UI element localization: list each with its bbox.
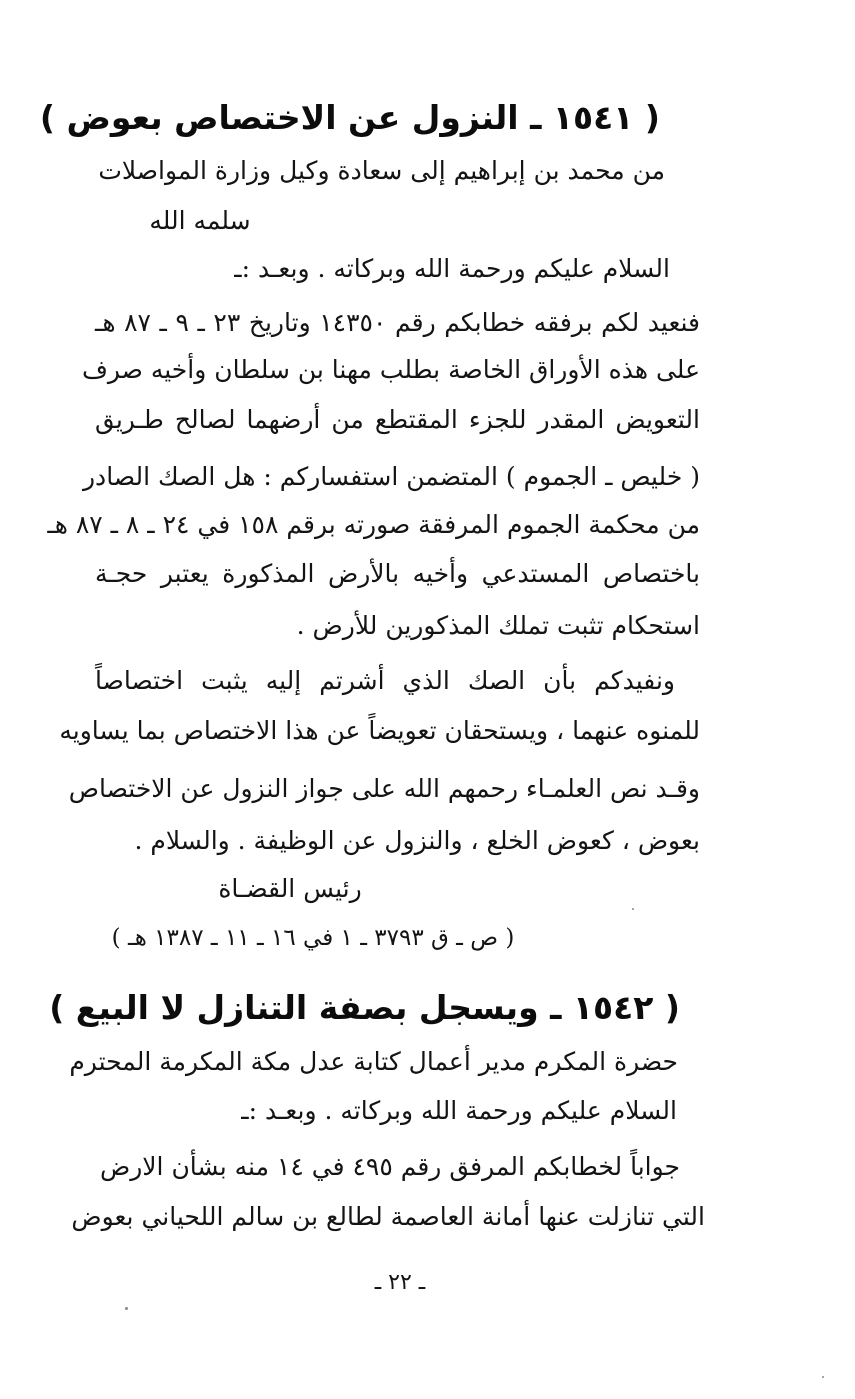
section-1541-body-line-2: على هذه الأوراق الخاصة بطلب مهنا بن سلطان وأخيه صرف (81, 355, 700, 384)
section-1541-greeting: السلام عليكم ورحمة الله وبركاته . وبعـد :ـ (234, 254, 670, 283)
scan-speck (822, 1376, 824, 1378)
section-1541-body-line-5: من محكمة الجموم المرفقة صورته برقم ١٥٨ في ٢٤ ـ ٨ ـ ٨٧ هـ (47, 510, 700, 539)
scan-speck (125, 1307, 128, 1310)
section-1542-greeting: السلام عليكم ورحمة الله وبركاته . وبعـد :ـ (241, 1096, 677, 1125)
section-1541-body-line-7: استحكام تثبت تملك المذكورين للأرض . (296, 611, 700, 640)
section-1541-signature: رئيس القضـاة (218, 874, 362, 903)
section-1541-answer-line-4: بعوض ، كعوض الخلع ، والنزول عن الوظيفة . والسلام . (134, 826, 700, 855)
section-1541-from-line: من محمد بن إبراهيم إلى سعادة وكيل وزارة المواصلات (98, 156, 665, 185)
section-1542-body-line-1: جواباً لخطابكم المرفق رقم ٤٩٥ في ١٤ منه بشأن الارض (100, 1152, 680, 1181)
section-1541-body-line-4: ( خليص ـ الجموم ) المتضمن استفساركم : هل الصك الصادر (82, 462, 700, 491)
section-1541-body-line-3: التعويض المقدر للجزء المقتطع من أرضهما لصالح طـريق (95, 405, 700, 434)
section-1541-heading: ( ١٥٤١ ـ النزول عن الاختصاص بعوض ) (39, 98, 660, 137)
section-1542-body-line-2: التي تنازلت عنها أمانة العاصمة لطالع بن سالم اللحياني بعوض (71, 1202, 705, 1231)
section-1541-reference: ( ص ـ ق ٣٧٩٣ ـ ١ في ١٦ ـ ١١ ـ ١٣٨٧ هـ ) (111, 925, 515, 951)
page-number: ـ ٢٢ ـ (374, 1270, 426, 1295)
scan-speck (632, 908, 634, 910)
section-1541-body-line-1: فنعيد لكم برفقه خطابكم رقم ١٤٣٥٠ وتاريخ ٢٣ ـ ٩ ـ ٨٧ هـ (95, 308, 700, 337)
section-1541-salutation-name: سلمه الله (149, 206, 251, 235)
section-1541-answer-line-2: للمنوه عنهما ، ويستحقان تعويضاً عن هذا الاختصاص بما يساويه (59, 716, 700, 745)
section-1541-body-line-6: باختصاص المستدعي وأخيه بالأرض المذكورة يعتبر حجـة (95, 559, 700, 588)
section-1542-to-line: حضرة المكرم مدير أعمال كتابة عدل مكة المكرمة المحترم (69, 1047, 678, 1076)
section-1542-heading: ( ١٥٤٢ ـ ويسجل بصفة التنازل لا البيع ) (49, 988, 680, 1027)
section-1541-answer-line-3: وقـد نص العلمـاء رحمهم الله على جواز النزول عن الاختصاص (68, 774, 700, 803)
section-1541-answer-line-1: ونفيدكم بأن الصك الذي أشرتم إليه يثبت اختصاصاً (95, 666, 675, 695)
